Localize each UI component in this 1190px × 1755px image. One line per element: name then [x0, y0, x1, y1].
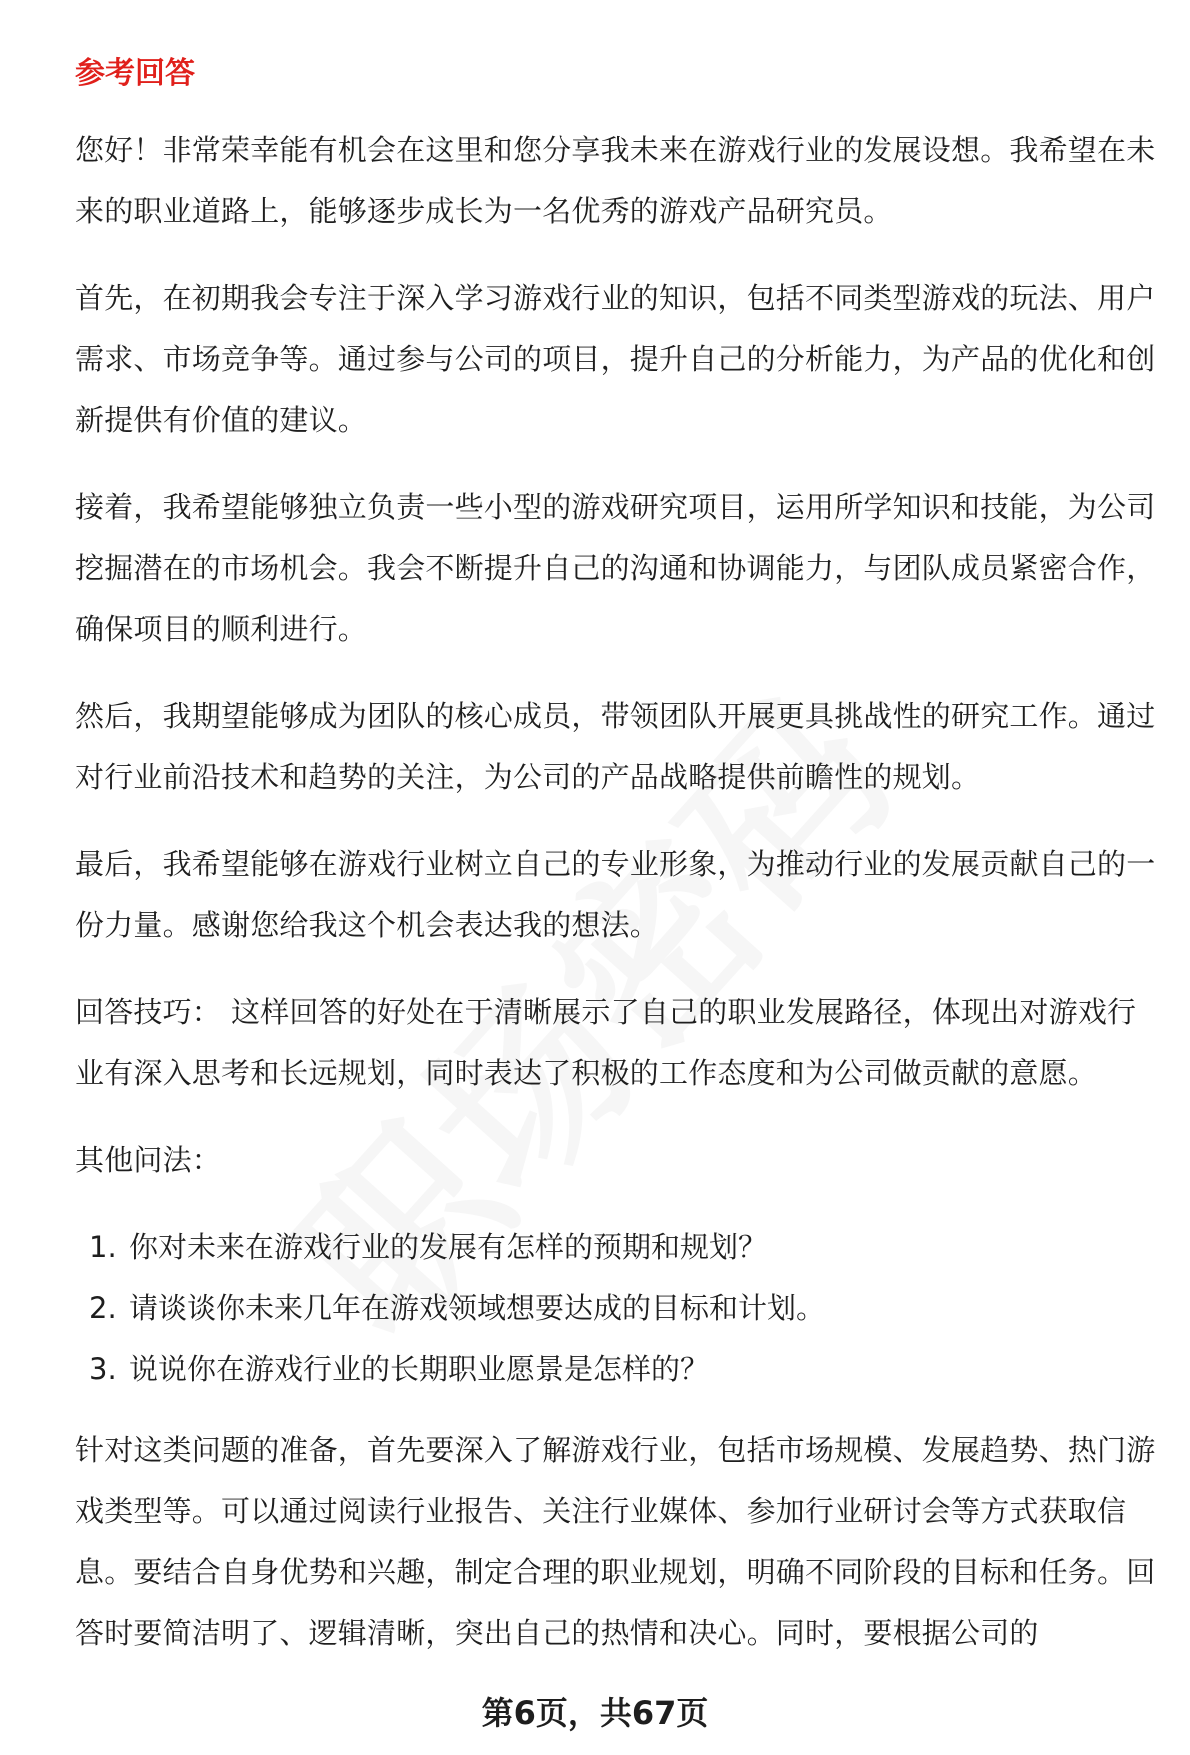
- list-item: [75, 1217, 1165, 1278]
- other-questions-label: 其他问法：: [75, 1143, 222, 1177]
- paragraph-then: 然后，我期望能够成为团队的核心成员，带领团队开展更具挑战性的研究工作。通过对行业前沿技术和趋势的关注，为公司的产品战略提供前瞻性的规划。: [75, 699, 1156, 794]
- paragraph-next: 接着，我希望能够独立负责一些小型的游戏研究项目，运用所学知识和技能，为公司挖掘潜在的市场机会。我会不断提升自己的沟通和协调能力，与团队成员紧密合作，确保项目的顺利进行。: [75, 490, 1156, 646]
- answer-tip-label: 回答技巧：: [75, 995, 222, 1029]
- paragraph-finally: 最后，我希望能够在游戏行业树立自己的专业形象，为推动行业的发展贡献自己的一份力量。感谢您给我这个机会表达我的想法。: [75, 847, 1156, 942]
- paragraph-first: 首先，在初期我会专注于深入学习游戏行业的知识，包括不同类型游戏的玩法、用户需求、市场竞争等。通过参与公司的项目，提升自己的分析能力，为产品的优化和创新提供有价值的建议。: [75, 281, 1156, 437]
- paragraph-intro: 您好！非常荣幸能有机会在这里和您分享我未来在游戏行业的发展设想。我希望在未来的职业道路上，能够逐步成长为一名优秀的游戏产品研究员。: [75, 133, 1156, 228]
- list-item-text: 你对未来在游戏行业的发展有怎样的预期和规划？: [129, 1230, 768, 1264]
- list-item-text: 请谈谈你未来几年在游戏领域想要达成的目标和计划。: [129, 1291, 826, 1325]
- section-heading: 参考回答: [75, 56, 195, 91]
- paragraph-preparation: 针对这类问题的准备，首先要深入了解游戏行业，包括市场规模、发展趋势、热门游戏类型等。可以通过阅读行业报告、关注行业媒体、参加行业研讨会等方式获取信息。要结合自身优势和兴趣，制定合理的职业规划，明确不同阶段的目标和任务。回答时要简洁明了、逻辑清晰，突出自己的热情和决心。同时，要根据公司的: [75, 1433, 1156, 1650]
- list-item: [75, 1339, 1165, 1400]
- list-item-number: 3.: [89, 1352, 117, 1386]
- document-page: [75, 50, 1165, 1690]
- other-questions-list: [75, 1217, 1165, 1400]
- answer-tip-text: 这样回答的好处在于清晰展示了自己的职业发展路径，体现出对游戏行业有深入思考和长远规划，同时表达了积极的工作态度和为公司做贡献的意愿。: [75, 995, 1137, 1090]
- list-item: [75, 1278, 1165, 1339]
- list-item-text: 说说你在游戏行业的长期职业愿景是怎样的？: [129, 1352, 710, 1386]
- list-item-number: 2.: [89, 1291, 117, 1325]
- list-item-number: 1.: [89, 1230, 117, 1264]
- page-number: 第6页，共67页: [481, 1694, 709, 1732]
- answer-tip: [75, 982, 1165, 1104]
